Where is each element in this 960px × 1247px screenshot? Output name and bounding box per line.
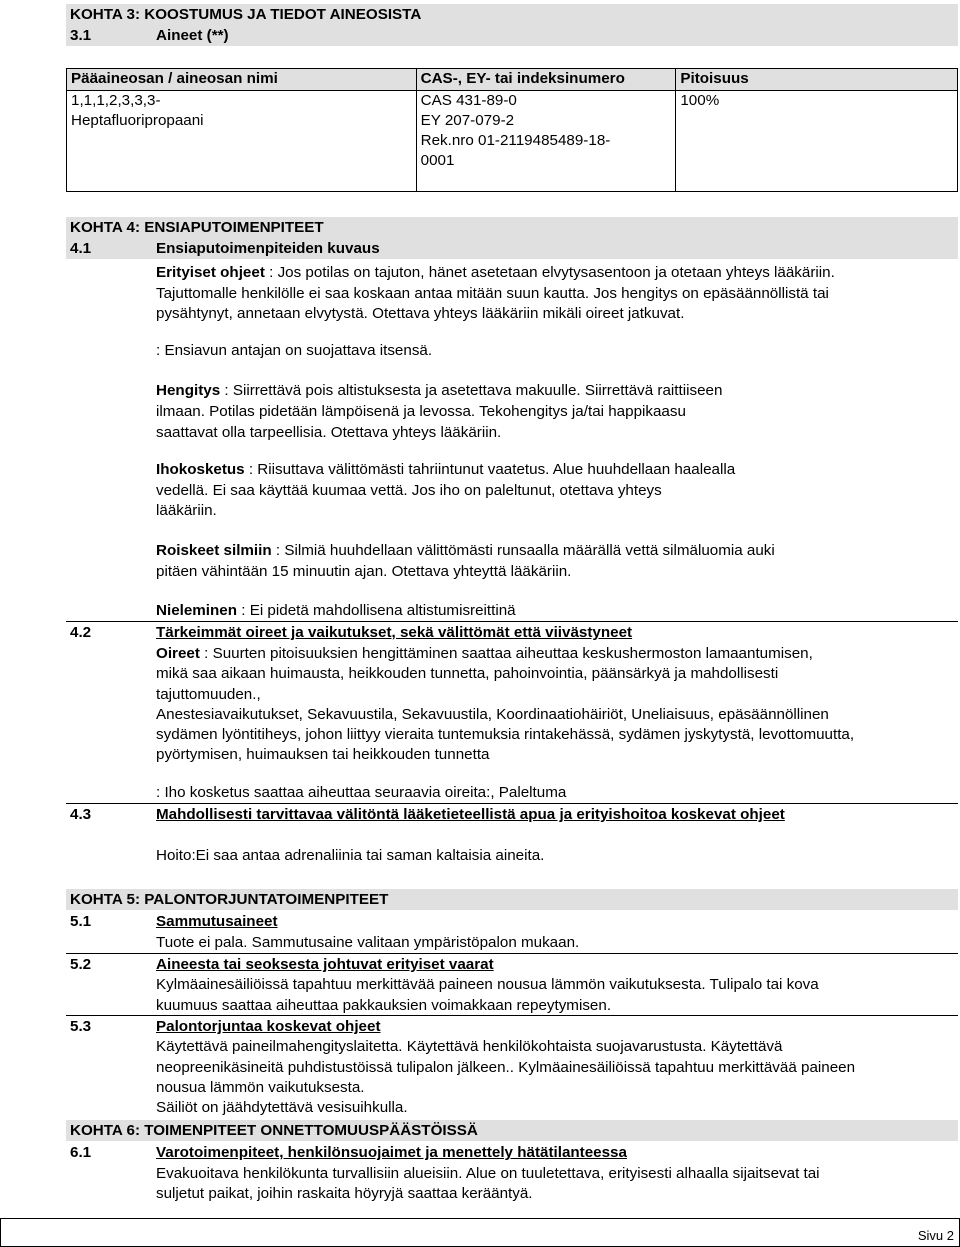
firefighting-line: Säiliöt on jäähdytettävä vesisuihkulla. [156, 1099, 408, 1116]
column-header-name: Pääaineosan / aineosan nimi [67, 69, 417, 91]
special-hazards-line: kuumuus saattaa aiheuttaa pakkauksien voimakkaan repeytymisen. [156, 997, 612, 1014]
special-instructions-line: Tajuttomalle henkilölle ei saa koskaan antaa mitään suun kautta. Jos hengitys on epäsäännöllistä tai [156, 285, 829, 302]
section-3-1-number: 3.1 [70, 27, 92, 44]
section-5-1-title: Sammutusaineet [156, 913, 278, 930]
section-4-3-number: 4.3 [70, 806, 92, 823]
breathing-line: saattavat olla tarpeellisia. Otettava yhteys lääkäriin. [156, 424, 502, 441]
breathing [156, 381, 936, 401]
symptoms-line: : Suurten pitoisuuksien hengittäminen saattaa aiheuttaa keskushermoston lamaantumisen, [204, 645, 813, 662]
section-3-1-title: Aineet (**) [156, 27, 229, 44]
registration-number: Rek.nro 01-2119485489-18- [420, 132, 611, 149]
symptoms-line: tajuttomuuden., [156, 686, 261, 703]
section-4-2-title: Tärkeimmät oireet ja vaikutukset, sekä välittömät että viivästyneet [156, 624, 633, 641]
special-instructions-label: Erityiset ohjeet [156, 264, 265, 281]
divider [66, 1015, 958, 1016]
registration-number-cont: 0001 [420, 152, 455, 169]
section-6-1-title: Varotoimenpiteet, henkilönsuojaimet ja menettely hätätilanteessa [156, 1144, 627, 1161]
section-4-3-title: Mahdollisesti tarvittavaa välitöntä lääketieteellistä apua ja erityishoitoa koskevat ohjeet [156, 806, 785, 823]
section-3-title: KOHTA 3: KOOSTUMUS JA TIEDOT AINEOSISTA [70, 6, 422, 23]
section-5-3-number: 5.3 [70, 1018, 92, 1035]
eye-contact [156, 541, 936, 561]
column-header-identifier: CAS-, EY- tai indeksinumero [416, 69, 676, 91]
page-number: Sivu 2 [917, 1228, 954, 1243]
section-5-2-number: 5.2 [70, 956, 92, 973]
breathing-line: : Siirrettävä pois altistuksesta ja asetettava makuulle. Siirrettävä raittiiseen [224, 382, 723, 399]
special-instructions-line: : Jos potilas on tajuton, hänet asetetaan elvytysasentoon ja otetaan yhteys lääkäriin. [269, 264, 835, 281]
footer-box [0, 1218, 960, 1247]
symptoms-line: sydämen lyöntitiheys, johon liittyy vieraita tuntemuksia rintakehässä, sydämen jyskytystä, levottomuutta, [156, 726, 855, 743]
treatment-note: Hoito:Ei saa antaa adrenaliinia tai saman kaltaisia aineita. [156, 847, 545, 864]
skin-contact-label: Ihokosketus [156, 461, 245, 478]
section-5-3-title: Palontorjuntaa koskevat ohjeet [156, 1018, 381, 1035]
skin-effect: : Iho kosketus saattaa aiheuttaa seuraavia oireita:, Paleltuma [156, 784, 567, 801]
extinguishing-text: Tuote ei pala. Sammutusaine valitaan ympäristöpalon mukaan. [156, 934, 580, 951]
special-instructions-line: pysähtynyt, annetaan elvytystä. Otettava yhteys lääkäriin mikäli oireet jatkuvat. [156, 305, 685, 322]
substance-name-cell [67, 91, 417, 192]
precautions-line: suljetut paikat, joihin raskaita höyryjä saattaa kerääntyä. [156, 1185, 533, 1202]
concentration-cell: 100% [676, 91, 958, 192]
ingestion [156, 601, 936, 621]
symptoms-line: Anestesiavaikutukset, Sekavuustila, Sekavuustila, Koordinaatiohäiriöt, Uneliaisuus, epäsäännöllinen [156, 706, 829, 723]
special-hazards-line: Kylmäainesäiliöissä tapahtuu merkittävää paineen nousua lämmön vaikutuksesta. Tulipalo tai kova [156, 976, 819, 993]
cas-number: CAS 431-89-0 [420, 92, 517, 109]
symptoms [156, 644, 936, 664]
section-6-1-number: 6.1 [70, 1144, 92, 1161]
breathing-line: ilmaan. Potilas pidetään lämpöisenä ja levossa. Tekohengitys ja/tai happikaasu [156, 403, 686, 420]
symptoms-line: pyörtymisen, huimauksen tai heikkouden tunnetta [156, 746, 490, 763]
skin-contact-line: vedellä. Ei saa käyttää kuumaa vettä. Jos iho on paleltunut, otettava yhteys [156, 482, 662, 499]
firefighting-line: nousua lämmön vaikutuksesta. [156, 1079, 365, 1096]
divider [66, 621, 958, 622]
divider [66, 803, 958, 804]
column-header-concentration: Pitoisuus [676, 69, 958, 91]
eye-contact-line: : Silmiä huuhdellaan välittömästi runsaalla määrällä vettä silmäluomia auki [275, 542, 775, 559]
ec-number: EY 207-079-2 [420, 112, 515, 129]
skin-contact [156, 460, 936, 480]
skin-contact-line: : Riisuttava välittömästi tahriintunut vaatetus. Alue huuhdellaan haalealla [248, 461, 736, 478]
section-4-title: KOHTA 4: ENSIAPUTOIMENPITEET [70, 219, 324, 236]
divider [66, 953, 958, 954]
substance-name-line: Heptafluoripropaani [71, 112, 204, 129]
first-aider-protection: : Ensiavun antajan on suojattava itsensä. [156, 342, 433, 359]
symptoms-line: mikä saa aikaan huimausta, heikkouden tunnetta, pahoinvointia, päänsärkyä ja mahdollisesti [156, 665, 779, 682]
eye-contact-label: Roiskeet silmiin [156, 542, 272, 559]
firefighting-line: Käytettävä paineilmahengityslaitetta. Käytettävä henkilökohtaista suojavarustusta. Käytettävä [156, 1038, 783, 1055]
table-header-row [67, 69, 958, 91]
composition-table [66, 68, 958, 192]
section-6-title: KOHTA 6: TOIMENPITEET ONNETTOMUUSPÄÄSTÖISSÄ [70, 1122, 478, 1139]
section-4-1-title: Ensiaputoimenpiteiden kuvaus [156, 240, 380, 257]
substance-name-line: 1,1,1,2,3,3,3- [71, 92, 161, 109]
section-5-title: KOHTA 5: PALONTORJUNTATOIMENPITEET [70, 891, 389, 908]
table-row [67, 91, 958, 192]
firefighting-line: neopreenikäsineitä puhdistustöissä tulipalon jälkeen.. Kylmäainesäiliöissä tapahtuu merkittävää paineen [156, 1059, 856, 1076]
eye-contact-line: pitäen vähintään 15 minuutin ajan. Otettava yhteyttä lääkäriin. [156, 563, 572, 580]
breathing-label: Hengitys [156, 382, 221, 399]
section-5-2-title: Aineesta tai seoksesta johtuvat erityiset vaarat [156, 956, 494, 973]
ingestion-label: Nieleminen [156, 602, 238, 619]
precautions-line: Evakuoitava henkilökunta turvallisiin alueisiin. Alue on tuuletettava, erityisesti alhaalla sijaitsevat tai [156, 1165, 820, 1182]
identifier-cell [416, 91, 676, 192]
section-4-2-number: 4.2 [70, 624, 92, 641]
section-5-1-number: 5.1 [70, 913, 92, 930]
symptoms-label: Oireet [156, 645, 200, 662]
ingestion-text: : Ei pidetä mahdollisena altistumisreittinä [241, 602, 516, 619]
skin-contact-line: lääkäriin. [156, 502, 217, 519]
special-instructions [156, 263, 936, 283]
section-4-1-number: 4.1 [70, 240, 92, 257]
